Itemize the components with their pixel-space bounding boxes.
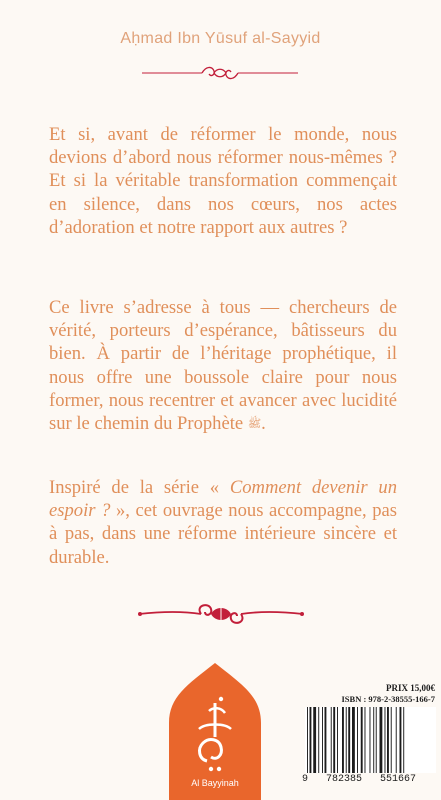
blurb-paragraph-3-start: Inspiré de la série «	[49, 477, 230, 498]
blurb-paragraph-2-text: Ce livre s’adresse à tous — chercheurs de vérité, porteurs d’espérance, bâtisseurs du bien. À partir de l’héritage prophétique, il nous offre une boussole claire pour nous former, nous recentrer et avancer avec lucidité sur le chemin du Prophète	[49, 297, 397, 435]
series-title: Comment devenir un espoir ?	[49, 477, 397, 522]
blurb-paragraph-3	[49, 476, 397, 569]
ornament-divider-icon	[140, 62, 300, 84]
barcode-digits: 9 782385 551667	[302, 774, 417, 785]
price-label: PRIX 15,00€	[386, 683, 435, 693]
isbn-label: ISBN : 978-2-38555-166-7	[341, 694, 435, 704]
publisher-name: Al Bayyinah	[191, 778, 239, 788]
ornament-divider-icon	[135, 597, 307, 631]
price-box	[307, 683, 435, 705]
blurb-paragraph-2: Ce livre s’adresse à tous — chercheurs de vérité, porteurs d’espérance, bâtisseurs du bien. À partir de l’héritage prophétique, il nous offre une boussole claire pour nous former, nous recentrer et avancer avec lucidité sur le chemin du Prophète ﷺ.	[49, 297, 397, 435]
author-name: Aḥmad Ibn Yūsuf al-Sayyid	[120, 30, 321, 47]
prophet-honorific: ﷺ	[247, 418, 262, 431]
blurb-paragraph-3-end: », cet ouvrage nous accompagne, pas à pas, dans une réforme intérieure sincère et durable.	[49, 500, 397, 568]
blurb-paragraph-1: Et si, avant de réformer le monde, nous devions d’abord nous réformer nous-mêmes ? Et si la véritable transformation commençait en silence, dans nos cœurs, nos actes d’adoration et notre rapport aux autres ?	[49, 124, 397, 238]
barcode-icon	[305, 707, 436, 773]
